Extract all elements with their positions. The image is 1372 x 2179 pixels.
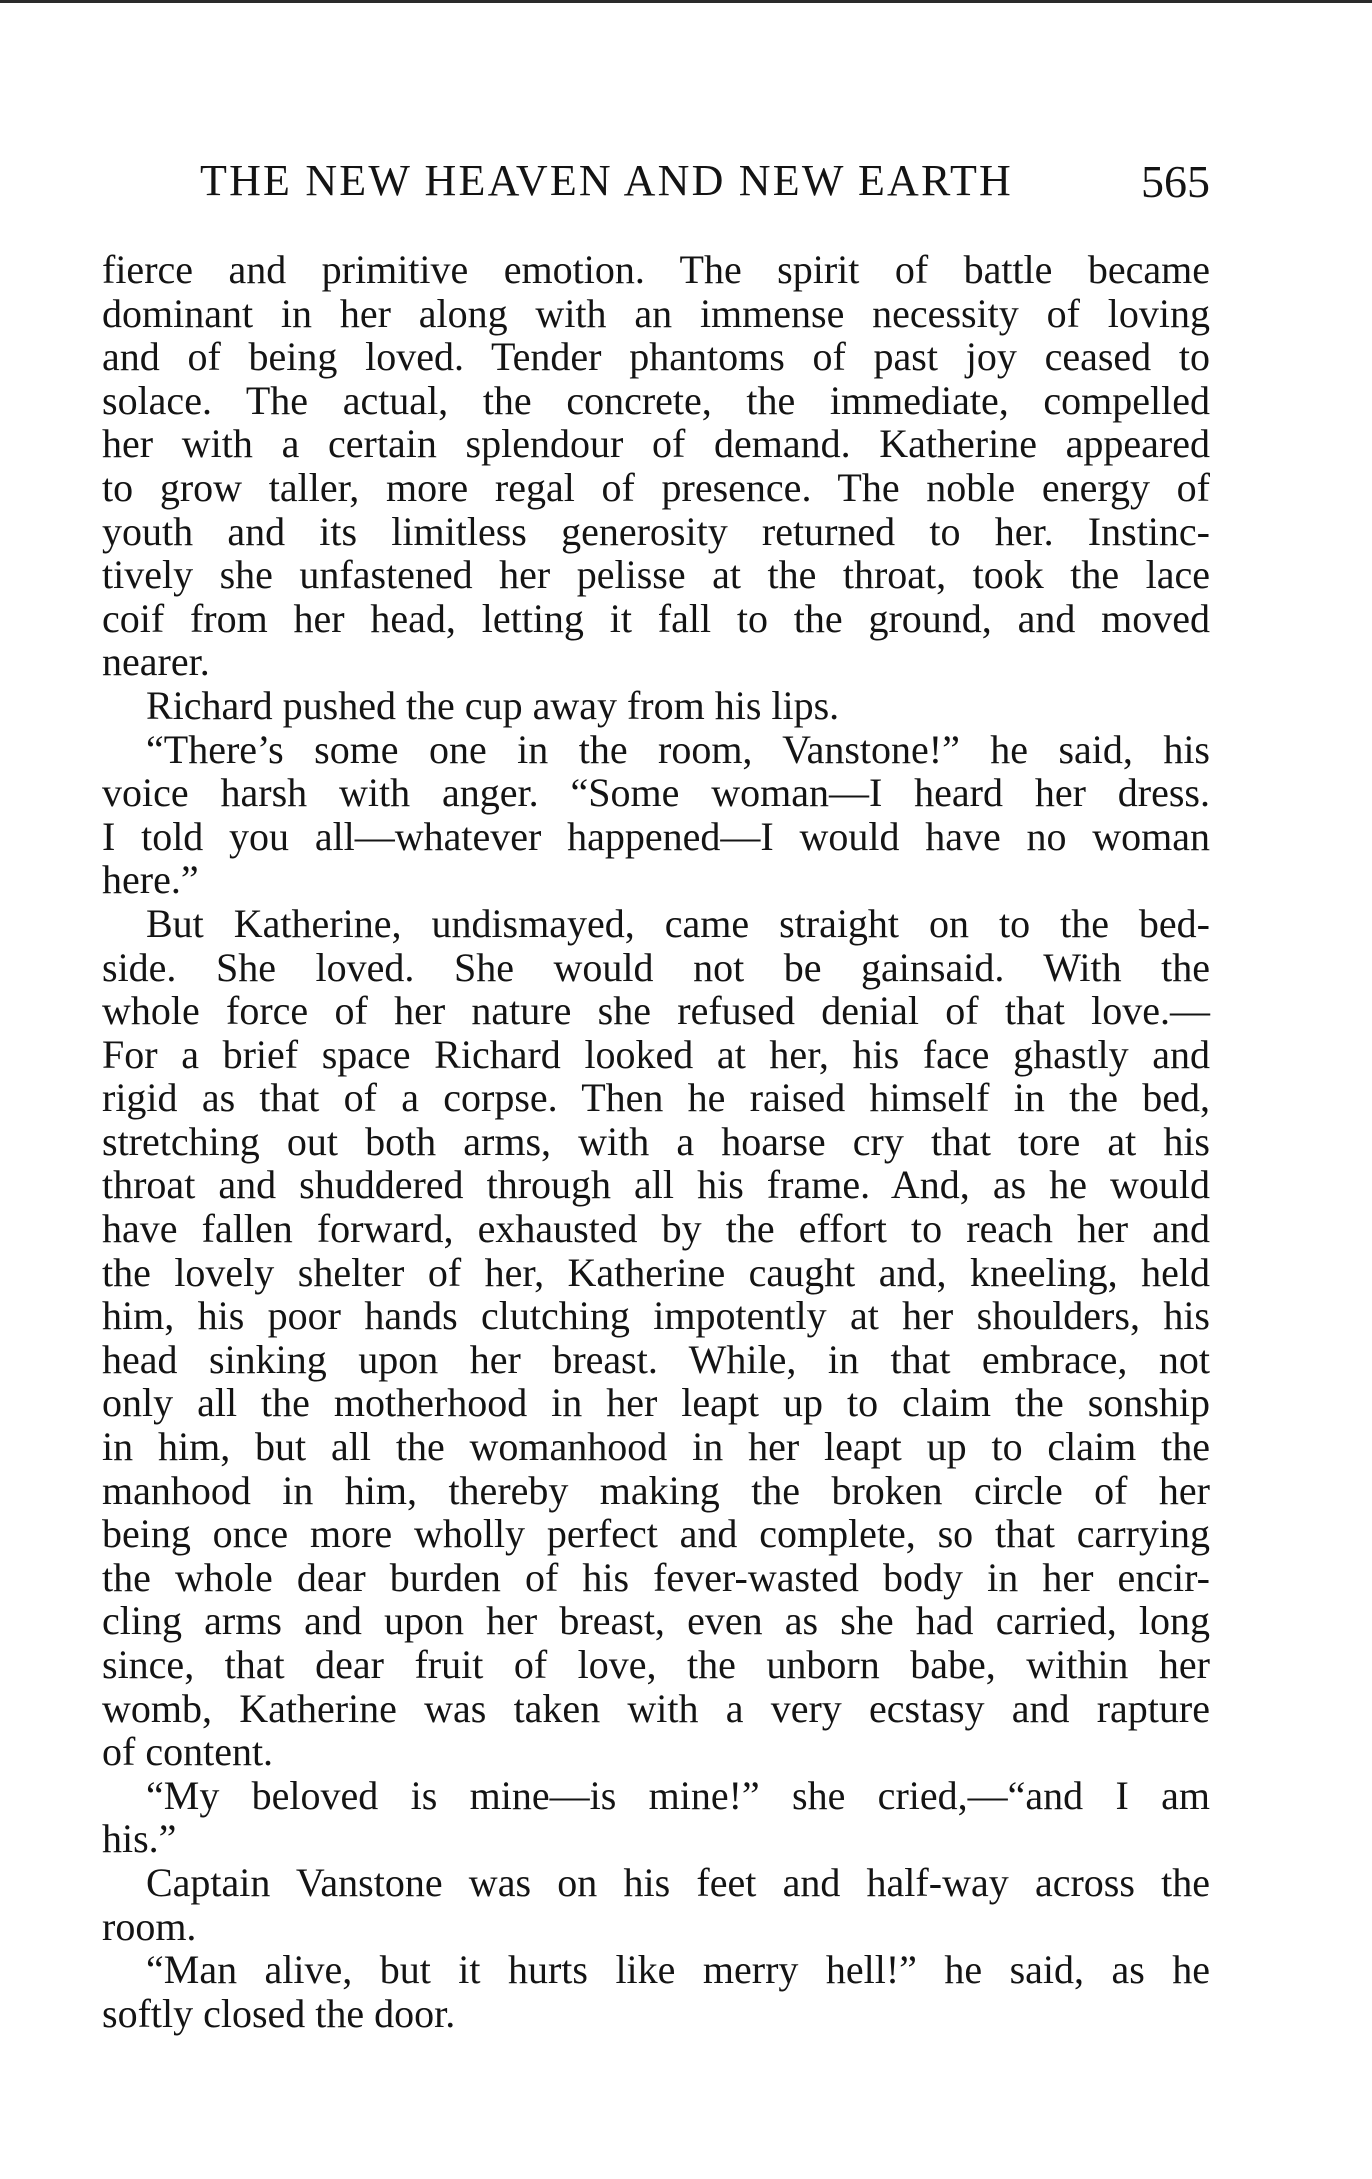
text-line: have fallen forward, exhausted by the effort to reach her and xyxy=(102,1206,1210,1252)
text-line: cling arms and upon her breast, even as she had carried, long xyxy=(102,1598,1210,1644)
body-text xyxy=(102,248,1210,2035)
text-line: side. She loved. She would not be gainsaid. With the xyxy=(102,944,1210,990)
text-line: throat and shuddered through all his frame. And, as he would xyxy=(102,1162,1210,1208)
text-line: Richard pushed the cup away from his lips. xyxy=(146,682,840,728)
text-line: her with a certain splendour of demand. Katherine appeared xyxy=(102,421,1210,467)
text-line: manhood in him, thereby making the broken circle of her xyxy=(102,1467,1210,1513)
text-line: his.” xyxy=(102,1816,177,1862)
text-line: tively she unfastened her pelisse at the throat, took the lace xyxy=(102,552,1210,598)
text-line: “My beloved is mine—is mine!” she cried,—“and I am xyxy=(146,1772,1210,1818)
text-line: him, his poor hands clutching impotently at her shoulders, his xyxy=(102,1293,1210,1339)
text-line: being once more wholly perfect and complete, so that carrying xyxy=(102,1511,1210,1557)
text-line: dominant in her along with an immense necessity of loving xyxy=(102,290,1210,336)
text-line: But Katherine, undismayed, came straight on to the bed- xyxy=(146,900,1210,946)
text-line: softly closed the door. xyxy=(102,1990,456,2036)
text-line: and of being loved. Tender phantoms of past joy ceased to xyxy=(102,334,1210,380)
running-title: THE NEW HEAVEN AND NEW EARTH xyxy=(200,156,1013,205)
text-line: the lovely shelter of her, Katherine caught and, kneeling, held xyxy=(102,1249,1210,1295)
text-line: Captain Vanstone was on his feet and half-way across the xyxy=(146,1859,1210,1905)
text-line: stretching out both arms, with a hoarse cry that tore at his xyxy=(102,1118,1210,1164)
text-line: room. xyxy=(102,1903,197,1949)
text-line: rigid as that of a corpse. Then he raised himself in the bed, xyxy=(102,1075,1210,1121)
running-head xyxy=(200,155,1210,215)
text-line: “There’s some one in the room, Vanstone!” he said, his xyxy=(146,726,1210,772)
text-line: to grow taller, more regal of presence. The noble energy of xyxy=(102,464,1210,510)
text-line: whole force of her nature she refused denial of that love.— xyxy=(102,988,1210,1034)
page-number: 565 xyxy=(1141,156,1210,207)
text-line: “Man alive, but it hurts like merry hell!” he said, as he xyxy=(146,1947,1210,1993)
text-line: For a brief space Richard looked at her, his face ghastly and xyxy=(102,1031,1210,1077)
text-line: in him, but all the womanhood in her leapt up to claim the xyxy=(102,1424,1210,1470)
text-line: head sinking upon her breast. While, in that embrace, not xyxy=(102,1336,1210,1382)
text-line: coif from her head, letting it fall to the ground, and moved xyxy=(102,595,1210,641)
text-line: youth and its limitless generosity returned to her. Instinc- xyxy=(102,508,1210,554)
text-line: only all the motherhood in her leapt up to claim the sonship xyxy=(102,1380,1210,1426)
text-line: solace. The actual, the concrete, the immediate, compelled xyxy=(102,377,1210,423)
text-line: the whole dear burden of his fever-wasted body in her encir- xyxy=(102,1554,1210,1600)
text-line: nearer. xyxy=(102,639,210,685)
text-line: of content. xyxy=(102,1729,274,1775)
text-line: voice harsh with anger. “Some woman—I heard her dress. xyxy=(102,770,1210,816)
text-line: since, that dear fruit of love, the unborn babe, within her xyxy=(102,1642,1210,1687)
text-line: fierce and primitive emotion. The spirit of battle became xyxy=(102,247,1210,292)
text-line: I told you all—whatever happened—I would have no woman xyxy=(102,813,1210,859)
text-line: here.” xyxy=(102,857,199,903)
top-border-rule xyxy=(0,0,1372,3)
text-line: womb, Katherine was taken with a very ecstasy and rapture xyxy=(102,1685,1210,1731)
